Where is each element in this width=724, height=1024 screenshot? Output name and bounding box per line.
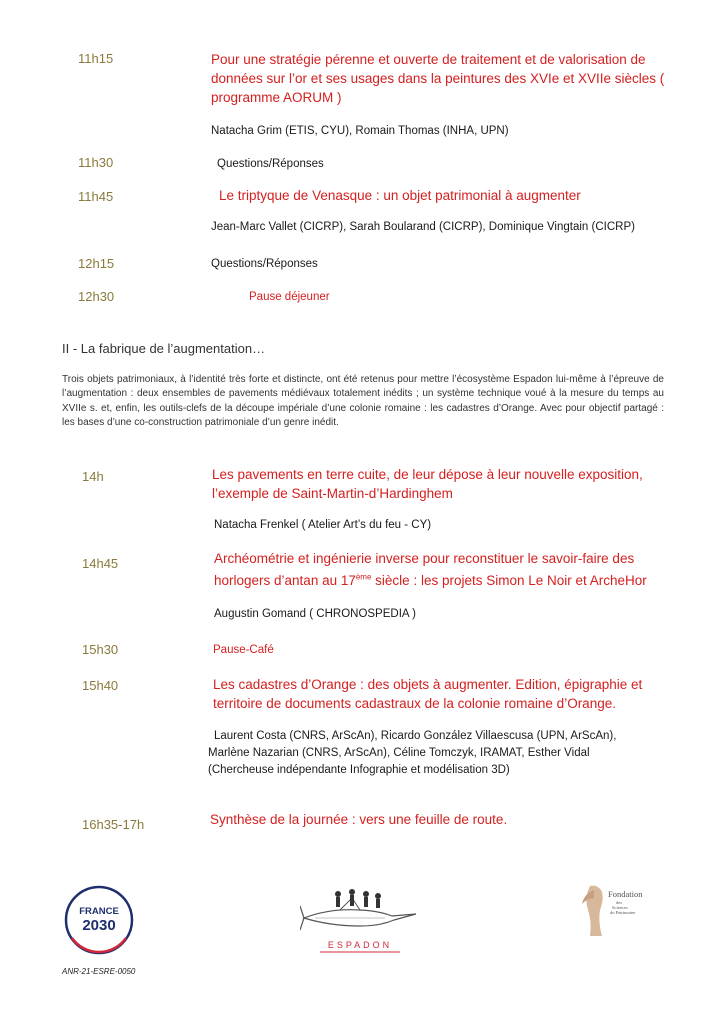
- time-slot: 12h15: [78, 256, 115, 271]
- talk-speakers-line: (Chercheuse indépendante Infographie et modélisation 3D): [208, 764, 510, 776]
- questions-label: Questions/Réponses: [211, 258, 318, 270]
- talk-title: Le triptyque de Venasque : un objet patrimonial à augmenter: [219, 188, 581, 203]
- time-slot: 11h15: [78, 51, 114, 66]
- time-slot: 11h45: [78, 189, 114, 204]
- time-slot: 16h35-17h: [82, 817, 145, 832]
- france-logo-year: 2030: [82, 917, 116, 934]
- section-heading: II - La fabrique de l’augmentation…: [62, 341, 266, 356]
- talk-title: Pour une stratégie pérenne et ouverte de traitement et de valorisation de données sur l’or et ses usages dans la peintures des XVIe et XVIIe siècles ( programme AORUM ): [211, 52, 665, 105]
- time-slot: 11h30: [78, 155, 114, 170]
- superscript: ème: [355, 572, 372, 582]
- talk-title: Les cadastres d’Orange : des objets à augmenter. Edition, épigraphie et territoire de documents cadastraux de la colonie romaine d’Orange.: [213, 677, 643, 711]
- fondation-logo-word: Sciences: [612, 905, 628, 910]
- talk-speakers: Augustin Gomand ( CHRONOSPEDIA ): [214, 608, 416, 620]
- france-logo-word: FRANCE: [79, 906, 119, 917]
- questions-label: Questions/Réponses: [217, 158, 324, 170]
- talk-title-part: Archéométrie et ingénierie inverse pour reconstituer le savoir-faire des horlogers d’antan au 17: [214, 551, 635, 588]
- funding-reference: ANR-21-ESRE-0050: [62, 967, 136, 976]
- talk-title-part: siècle : les projets Simon Le Noir et ArcheHor: [371, 573, 647, 588]
- talk-speakers: Jean-Marc Vallet (CICRP), Sarah Boularand (CICRP), Dominique Vingtain (CICRP): [211, 221, 635, 233]
- fondation-logo-word: des: [616, 900, 622, 905]
- talk-speakers-line: Laurent Costa (CNRS, ArScAn), Ricardo González Villaescusa (UPN, ArScAn),: [214, 730, 617, 742]
- fondation-logo-word: Fondation: [608, 889, 643, 899]
- fondation-logo: [580, 882, 648, 940]
- talk-speakers: Natacha Grim (ETIS, CYU), Romain Thomas (INHA, UPN): [211, 125, 509, 137]
- section-paragraph: Trois objets patrimoniaux, à l’identité très forte et distincte, ont été retenus pour mettre l’écosystème Espadon lui-même à l’épreuve de l’augmentation : deux ensembles de pavements médiévaux totalement inédits ; un système technique voué à la mesure du temps au XVIIe s. et, enfin, les outils-clefs de la découpe impériale d’une colonie romaine : les cadastres d’Orange. Avec pour objectif partagé : les bases d’une co-construction patrimoniale d’un genre inédit.: [62, 374, 664, 429]
- fondation-logo-word: du Patrimoine: [610, 910, 636, 915]
- espadon-logo: [300, 880, 420, 956]
- time-slot: 14h45: [82, 556, 119, 571]
- espadon-logo-word: ESPADON: [327, 940, 393, 950]
- talk-title: Synthèse de la journée : vers une feuille de route.: [210, 812, 508, 827]
- time-slot: 14h: [82, 469, 104, 484]
- talk-speakers-line: Marlène Nazarian (CNRS, ArScAn), Céline Tomczyk, IRAMAT, Esther Vidal: [208, 747, 590, 759]
- talk-speakers: Natacha Frenkel ( Atelier Art’s du feu - CY): [214, 519, 432, 531]
- time-slot: 12h30: [78, 289, 115, 304]
- pause-label: Pause déjeuner: [249, 291, 330, 303]
- talk-title: [214, 548, 674, 592]
- pause-label: Pause-Café: [213, 644, 274, 656]
- time-slot: 15h30: [82, 642, 119, 657]
- talk-title: Les pavements en terre cuite, de leur dépose à leur nouvelle exposition, l’exemple de Saint-Martin-d’Hardinghem: [212, 467, 643, 501]
- france-2030-logo: [62, 883, 136, 957]
- time-slot: 15h40: [82, 678, 119, 693]
